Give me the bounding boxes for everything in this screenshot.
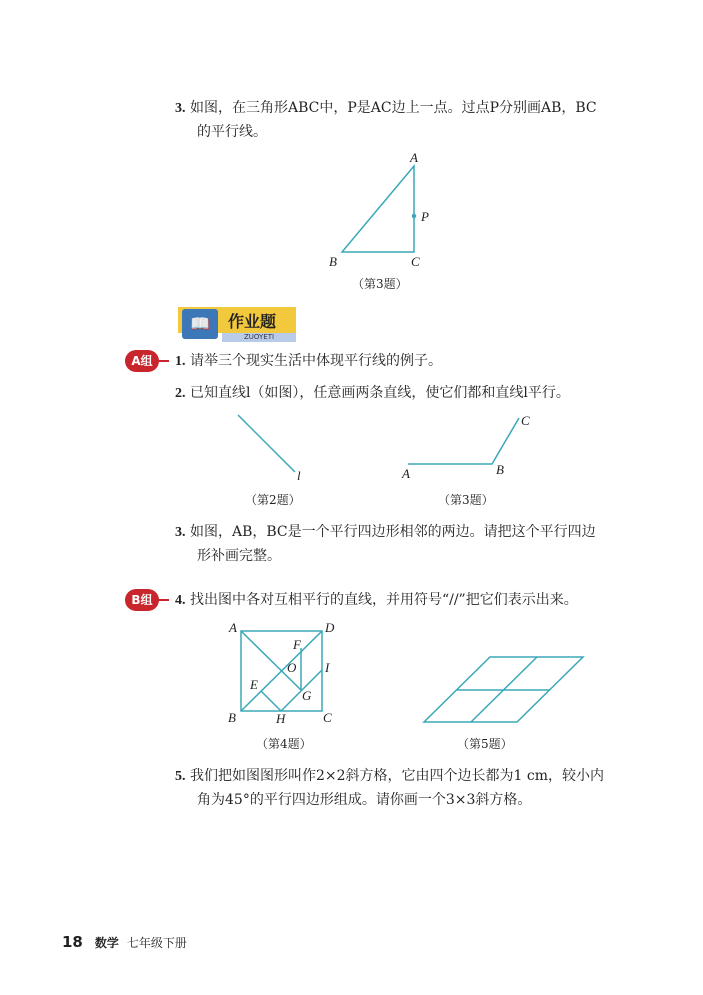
group-a-badge: A组 xyxy=(125,350,159,372)
qa3-line1: 3. 如图，AB，BC是一个平行四边形相邻的两边。请把这个平行四边 xyxy=(175,524,596,540)
qa3-line2: 形补画完整。 xyxy=(197,548,281,564)
label-a: A xyxy=(410,150,418,165)
label-o: O xyxy=(287,660,297,675)
problem-3-line2: 的平行线。 xyxy=(197,124,267,140)
label-d: D xyxy=(325,620,335,635)
label-h: H xyxy=(276,711,286,726)
qb4: 4. 找出图中各对互相平行的直线，并用符号“//”把它们表示出来。 xyxy=(175,592,578,608)
open-book-icon: 📖 xyxy=(182,309,218,339)
label-b: B xyxy=(329,254,337,269)
caption: （第3题） xyxy=(438,493,494,507)
qa1: 1. 请举三个现实生活中体现平行线的例子。 xyxy=(175,353,442,369)
footer xyxy=(62,933,187,951)
qb5-line2: 角为45°的平行四边形组成。请你画一个3×3斜方格。 xyxy=(197,792,532,808)
grade: 七年级下册 xyxy=(126,936,187,950)
label-f: F xyxy=(293,637,301,652)
group-b-badge: B组 xyxy=(125,589,159,611)
point-p xyxy=(413,215,416,218)
label-e: E xyxy=(250,677,258,692)
label-c: C xyxy=(521,413,530,428)
problem-3-line1: 3. 如图，在三角形ABC中，P是AC边上一点。过点P分别画AB，BC xyxy=(175,100,597,116)
qa2: 2. 已知直线l（如图），任意画两条直线，使它们都和直线l平行。 xyxy=(175,385,570,401)
caption: （第2题） xyxy=(245,493,301,507)
label-g: G xyxy=(302,688,312,703)
label-c: C xyxy=(411,254,420,269)
label-p: P xyxy=(421,209,429,224)
label-b: B xyxy=(228,710,236,725)
caption: （第3题） xyxy=(352,277,408,291)
subject: 数学 xyxy=(94,936,119,950)
label-b: B xyxy=(496,462,504,477)
label-l: l xyxy=(297,468,301,483)
label-c: C xyxy=(323,710,332,725)
homework-title: 作业题 xyxy=(228,312,277,331)
label-a: A xyxy=(402,466,410,481)
homework-subtitle: ZUOYETI xyxy=(222,333,296,342)
triangle-abc xyxy=(342,166,414,252)
label-a: A xyxy=(229,620,237,635)
figure-5 xyxy=(424,657,583,722)
page-number: 18 xyxy=(62,933,83,951)
caption: （第4题） xyxy=(256,737,312,751)
label-i: I xyxy=(325,660,330,675)
caption: （第5题） xyxy=(457,737,513,751)
line-l xyxy=(238,415,295,472)
angle-abc xyxy=(408,418,519,464)
qb5-line1: 5. 我们把如图图形叫作2×2斜方格，它由四个边长都为1 cm，较小内 xyxy=(175,768,604,784)
homework-banner xyxy=(178,307,296,341)
